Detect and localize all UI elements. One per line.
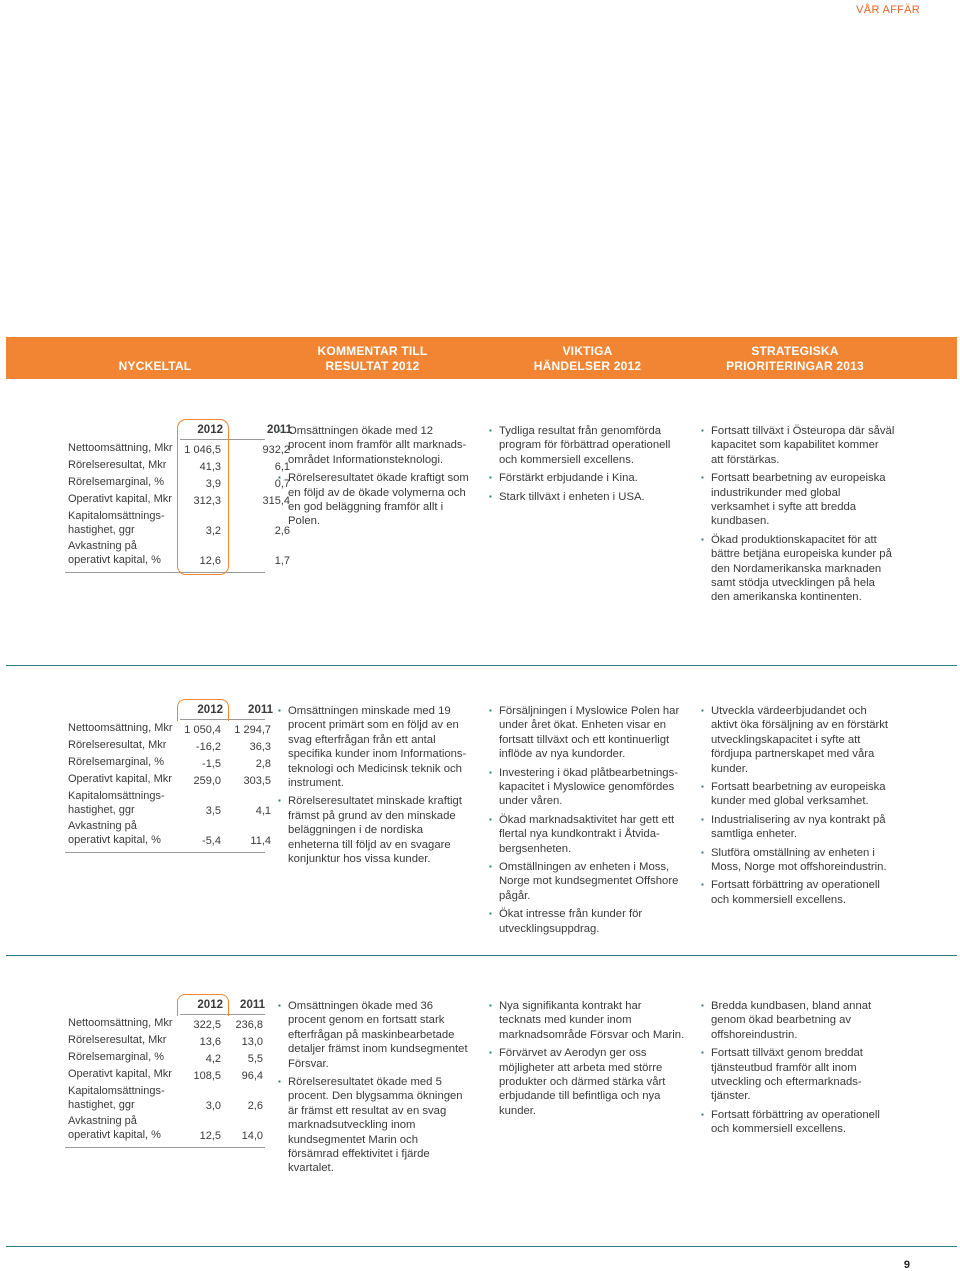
bullet-text-line: utveckling och eftermarknads- — [711, 1076, 862, 1089]
key-figure-label: Kapitalomsättnings- — [68, 790, 165, 802]
value-2012: 3,9 — [205, 477, 221, 490]
bullet-text-line: ▪ Rörelseresultatet ökade med 5 — [288, 1076, 442, 1089]
comment-list — [278, 704, 466, 870]
bullet-text-line: program för förbättrad operationell — [499, 439, 671, 452]
key-figure-label: Operativt kapital, Mkr — [68, 773, 172, 785]
section-separator — [6, 1246, 957, 1247]
value-2012: 4,2 — [205, 1052, 221, 1065]
event-item — [489, 1046, 684, 1118]
bullet-text-line: procent inom framför allt marknads- — [288, 439, 467, 452]
table-bottom-rule — [65, 1147, 265, 1148]
key-figure-row — [65, 721, 271, 738]
bullet-text-line: ▪ Fortsatt förbättring av operationell — [711, 879, 880, 892]
bullet-text-line: Moss, Norge mot offshoreindustrin. — [711, 861, 887, 874]
bullet-text-line: instrument. — [288, 777, 344, 790]
bullet-text-line: ▪ Rörelseresultatet minskade kraftigt — [288, 795, 462, 808]
bullet-text-line: den Nordamerikanska marknaden — [711, 562, 882, 575]
bullet-text-line: ▪ Omsättningen minskade med 19 — [288, 705, 451, 717]
bullet-text-line: genom ökad bearbetning av — [711, 1014, 852, 1027]
bullet-text-line: och kommersiell excellens. — [499, 453, 634, 466]
value-2012: 13,6 — [199, 1035, 221, 1048]
bullet-text-line: erbjudande till befintliga och nya — [499, 1090, 661, 1103]
comment-item — [278, 424, 469, 467]
priority-item — [701, 813, 888, 842]
priorities-list — [701, 424, 894, 609]
bullet-text-line: verksamhet i syfte att bredda — [711, 501, 857, 514]
year-header-2012: 2012 — [197, 704, 223, 716]
bullet-text-line: procent primärt som en följd av en — [288, 719, 459, 732]
value-2011: 6,1 — [274, 460, 290, 473]
priority-item — [701, 1046, 880, 1104]
bullet-text-line: under våren. — [499, 795, 563, 808]
key-figure-row — [65, 819, 271, 849]
priority-item — [701, 1108, 880, 1137]
value-2011: 36,3 — [249, 740, 271, 753]
bullet-text-line: detaljer främst inom kundsegmentet — [288, 1043, 468, 1056]
value-2011: 5,5 — [247, 1052, 263, 1065]
priority-item — [701, 424, 894, 467]
table-bottom-rule — [65, 572, 265, 573]
bullet-text-line: ▪ Fortsatt bearbetning av europeiska — [711, 472, 886, 485]
bullet-text-line: under året ökat. Enheten visar en — [499, 719, 667, 732]
bullet-text-line: kunder med global verksamhet. — [711, 795, 869, 808]
bullet-text-line: den amerikanska kontinenten. — [711, 591, 862, 604]
comment-item — [278, 999, 468, 1071]
bullet-text-line: efterfrågan på maskinbearbetade — [288, 1028, 455, 1041]
bullet-text-line: marknadsutveckling inom — [288, 1119, 416, 1132]
bullet-text-line: procent. Den blygsamma ökningen — [288, 1090, 463, 1103]
event-item — [489, 813, 679, 856]
value-2012: 312,3 — [193, 494, 221, 507]
bullet-text-line: bergsenheten. — [499, 842, 572, 855]
value-2011: 1,7 — [274, 554, 290, 567]
priority-item — [701, 878, 888, 907]
priority-item — [701, 533, 894, 605]
events-list — [489, 424, 670, 508]
year-header-row — [65, 423, 292, 439]
bullet-text-line: ▪ Industrialisering av nya kontrakt på — [711, 813, 886, 826]
key-figure-label: Kapitalomsättnings- — [68, 510, 165, 522]
key-figure-label: Rörelseresultat, Mkr — [68, 459, 167, 471]
value-2012: 322,5 — [193, 1018, 221, 1031]
bullet-text-line: ▪ Tydliga resultat från genomförda — [499, 425, 662, 437]
bullet-text-line: marknadsområde Försvar och Marin. — [499, 1028, 685, 1041]
bullet-text-line: aktivt öka försäljning av en förstärkt — [711, 719, 889, 732]
header-viktiga: VIKTIGA HÄNDELSER 2012 — [533, 344, 642, 373]
key-figures-table — [65, 998, 265, 1144]
bullet-text-line: kundbasen. — [711, 515, 770, 528]
bullet-text-line: ▪ Ökad produktionskapacitet för att — [711, 533, 877, 546]
year-header-2011: 2011 — [267, 424, 292, 436]
value-2012: 3,2 — [205, 524, 221, 537]
key-figure-row — [65, 1050, 265, 1067]
bullet-text-line: främst på grund av den minskade — [288, 809, 456, 822]
value-2011: 1 294,7 — [234, 723, 271, 736]
bullet-text-line: samtliga enheter. — [711, 828, 798, 841]
key-figures-table — [65, 423, 292, 569]
events-list — [489, 999, 684, 1122]
priority-item — [701, 999, 880, 1042]
bullet-text-line: fördjupa partnerskapet med våra — [711, 748, 875, 761]
bullet-text-line: tecknats med kunder inom — [499, 1014, 632, 1027]
key-figure-row — [65, 1067, 265, 1084]
key-figure-row — [65, 1016, 265, 1033]
bullet-text-line: ▪ Rörelseresultatet ökade kraftigt som — [288, 472, 469, 485]
key-figure-row — [65, 738, 271, 755]
bullet-text-line: ▪ Ökat intresse från kunder för — [499, 908, 643, 921]
bullet-text-line: utvecklingskapacitet i syfte att — [711, 733, 861, 746]
bullet-text-line: konjunktur hos vissa kunder. — [288, 853, 431, 866]
bullet-text-line: Polen. — [288, 515, 321, 528]
bullet-text-line: möjligheter att arbeta med större — [499, 1061, 663, 1074]
value-2012: 41,3 — [199, 460, 221, 473]
event-item — [489, 490, 670, 504]
key-figure-label: Operativt kapital, Mkr — [68, 493, 172, 505]
key-figure-label: operativt kapital, % — [68, 1129, 161, 1142]
bullet-text-line: är främst ett resultat av en svag — [288, 1104, 447, 1117]
value-2012: 108,5 — [193, 1069, 221, 1082]
header-kommentar: KOMMENTAR TILL RESULTAT 2012 — [317, 344, 428, 373]
bullet-text-line: tjänster. — [711, 1090, 751, 1103]
bullet-text-line: inflöde av nya kundorder. — [499, 748, 626, 761]
value-2011: 14,0 — [241, 1129, 263, 1142]
value-2011: 0,7 — [274, 477, 290, 490]
bullet-text-line: specifika kunder inom Informations- — [288, 748, 467, 761]
year-header-row — [65, 703, 273, 719]
value-2012: -16,2 — [195, 740, 221, 753]
key-figure-row — [65, 772, 271, 789]
bullet-text-line: samt stödja utvecklingen på hela — [711, 577, 875, 590]
value-2011: 13,0 — [241, 1035, 263, 1048]
key-figure-row — [65, 475, 290, 492]
key-figure-label: Kapitalomsättnings- — [68, 1085, 165, 1097]
section-separator — [6, 955, 957, 956]
value-2012: -1,5 — [202, 757, 221, 770]
events-list — [489, 704, 679, 940]
key-figure-label: hastighet, ggr — [68, 524, 135, 537]
bullet-text-line: pågår. — [499, 889, 531, 902]
bullet-text-line: kvartalet. — [288, 1162, 334, 1175]
comment-list — [278, 999, 468, 1180]
value-2012: 1 050,4 — [184, 723, 221, 736]
bullet-text-line: ▪ Fortsatt förbättring av operationell — [711, 1108, 880, 1121]
priority-item — [701, 780, 888, 809]
bullet-text-line: ▪ Investering i ökad plåtbearbetnings- — [499, 766, 678, 779]
priority-item — [701, 471, 894, 529]
bullet-text-line: ▪ Förstärkt erbjudande i Kina. — [499, 472, 638, 485]
key-figure-label: hastighet, ggr — [68, 804, 135, 817]
key-figure-label: Rörelseresultat, Mkr — [68, 739, 167, 751]
bullet-text-line: kapacitet som kapabilitet kommer — [711, 439, 879, 452]
bullet-text-line: utvecklingsuppdrag. — [499, 922, 600, 935]
bullet-text-line: kunder. — [711, 762, 749, 775]
bullet-text-line: ▪ Bredda kundbasen, bland annat — [711, 1000, 872, 1012]
key-figure-label: operativt kapital, % — [68, 554, 161, 567]
bullet-text-line: beläggningen i de nordiska — [288, 824, 424, 837]
event-item — [489, 907, 679, 936]
bullet-text-line: försämrad effektivitet i fjärde — [288, 1148, 430, 1161]
value-2012: 3,0 — [205, 1099, 221, 1112]
year-header-2012: 2012 — [197, 999, 223, 1011]
key-figure-row — [65, 539, 290, 569]
value-2011: 303,5 — [243, 774, 271, 787]
key-figure-label: Nettoomsättning, Mkr — [68, 442, 173, 454]
highlight-2012-column — [177, 699, 229, 721]
key-figure-label: operativt kapital, % — [68, 834, 161, 847]
value-2011: 2,6 — [274, 524, 290, 537]
table-bottom-rule — [65, 852, 265, 853]
highlight-2012-column — [177, 419, 229, 575]
key-figure-row — [65, 458, 290, 475]
value-2011: 2,8 — [255, 757, 271, 770]
bullet-text-line: teknologi och Medicinsk teknik och — [288, 762, 462, 775]
bullet-text-line: svag efterfrågan från ett antal — [288, 733, 436, 746]
bullet-text-line: procent genom en fortsatt stark — [288, 1014, 445, 1027]
key-figure-row — [65, 509, 290, 539]
priorities-list — [701, 999, 880, 1141]
key-figure-label: Rörelsemarginal, % — [68, 1051, 164, 1063]
bullet-text-line: Försvar. — [288, 1057, 329, 1070]
highlight-2012-column — [177, 994, 229, 1016]
value-2011: 11,4 — [250, 834, 271, 847]
key-figure-row — [65, 492, 290, 509]
value-2012: 12,6 — [199, 554, 221, 567]
key-figure-row — [65, 1084, 265, 1114]
bullet-text-line: ▪ Fortsatt bearbetning av europeiska — [711, 781, 886, 794]
value-2012: 259,0 — [193, 774, 221, 787]
comment-item — [278, 794, 466, 866]
key-figure-row — [65, 1114, 265, 1144]
bullet-text-line: ▪ Försäljningen i Myslowice Polen har — [499, 705, 680, 717]
value-2011: 4,1 — [255, 804, 271, 817]
value-2012: 3,5 — [205, 804, 221, 817]
bullet-text-line: ▪ Nya signifikanta kontrakt har — [499, 1000, 642, 1012]
event-item — [489, 424, 670, 467]
event-item — [489, 766, 679, 809]
bullet-text-line: att förstärkas. — [711, 453, 780, 466]
key-figure-label: Rörelsemarginal, % — [68, 756, 164, 768]
bullet-text-line: ▪ Slutföra omställning av enheten i — [711, 846, 875, 859]
bullet-text-line: ▪ Omsättningen ökade med 36 — [288, 1000, 434, 1012]
value-2011: 2,6 — [247, 1099, 263, 1112]
key-figure-label: Nettoomsättning, Mkr — [68, 722, 173, 734]
key-figure-label: Operativt kapital, Mkr — [68, 1068, 172, 1080]
comment-item — [278, 471, 469, 529]
comment-item — [278, 704, 466, 790]
value-2011: 315,4 — [262, 494, 290, 507]
key-figure-row — [65, 441, 290, 458]
value-2012: 1 046,5 — [184, 443, 221, 456]
header-strategiska: STRATEGISKA PRIORITERINGAR 2013 — [726, 344, 864, 373]
bullet-text-line: kundsegmentet Marin och — [288, 1133, 418, 1146]
bullet-text-line: ▪ Förvärvet av Aerodyn ger oss — [499, 1047, 647, 1060]
event-item — [489, 999, 684, 1042]
value-2011: 236,8 — [235, 1018, 263, 1031]
bullet-text-line: ▪ Omsättningen ökade med 12 — [288, 425, 434, 437]
priority-item — [701, 846, 888, 875]
key-figure-label: hastighet, ggr — [68, 1099, 135, 1112]
value-2012: -5,4 — [202, 834, 221, 847]
priority-item — [701, 704, 888, 776]
bullet-text-line: Norge mot kundsegmentet Offshore — [499, 875, 679, 888]
year-header-2012: 2012 — [197, 424, 223, 436]
event-item — [489, 471, 670, 485]
value-2012: 12,5 — [199, 1129, 221, 1142]
bullet-text-line: ▪ Omställningen av enheten i Moss, — [499, 861, 670, 874]
bullet-text-line: bättre betjäna europeiska kunder på — [711, 548, 892, 561]
bullet-text-line: en följd av de ökade volymerna och — [288, 486, 466, 499]
bullet-text-line: kapacitet i Myslowice genomfördes — [499, 781, 675, 794]
bullet-text-line: flertal nya kundkontrakt i Åtvida- — [499, 828, 660, 841]
bullet-text-line: ▪ Fortsatt tillväxt genom breddat — [711, 1047, 863, 1060]
bullet-text-line: en god beläggning framför allt i — [288, 501, 444, 514]
section-label: VÅR AFFÄR — [856, 4, 920, 16]
event-item — [489, 860, 679, 903]
key-figure-label: Avkastning på — [68, 1115, 137, 1127]
key-figure-label: Nettoomsättning, Mkr — [68, 1017, 173, 1029]
bullet-text-line: och kommersiell excellens. — [711, 893, 846, 906]
bullet-text-line: området Informationsteknologi. — [288, 453, 444, 466]
key-figure-row — [65, 789, 271, 819]
year-header-2011: 2011 — [248, 704, 273, 716]
key-figures-table — [65, 703, 273, 849]
page-number: 9 — [903, 1259, 910, 1271]
value-2011: 96,4 — [241, 1069, 263, 1082]
bullet-text-line: och kommersiell excellens. — [711, 1123, 846, 1136]
key-figure-label: Avkastning på — [68, 540, 137, 552]
key-figure-row — [65, 755, 271, 772]
bullet-text-line: ▪ Fortsatt tillväxt i Östeuropa där såväl — [711, 425, 895, 437]
bullet-text-line: kunder. — [499, 1104, 537, 1117]
bullet-text-line: ▪ Utveckla värdeerbjudandet och — [711, 705, 867, 717]
key-figure-label: Rörelsemarginal, % — [68, 476, 164, 488]
bullet-text-line: industrikunder med global — [711, 486, 841, 499]
comment-list — [278, 424, 469, 533]
section-separator — [6, 665, 957, 666]
year-header-row — [65, 998, 265, 1014]
bullet-text-line: produkter och därmed stärka vårt — [499, 1076, 666, 1089]
bullet-text-line: tjänsteutbud framför allt inom — [711, 1061, 857, 1074]
key-figure-label: Rörelseresultat, Mkr — [68, 1034, 167, 1046]
header-nyckeltal: NYCKELTAL — [118, 359, 192, 373]
bullet-text-line: offshoreindustrin. — [711, 1028, 798, 1041]
value-2011: 932,2 — [262, 443, 290, 456]
priorities-list — [701, 704, 888, 911]
comment-item — [278, 1075, 468, 1176]
bullet-text-line: fortsatt tillväxt och ett kontinuerligt — [499, 733, 670, 746]
event-item — [489, 704, 679, 762]
key-figure-label: Avkastning på — [68, 820, 137, 832]
bullet-text-line: ▪ Stark tillväxt i enheten i USA. — [499, 490, 645, 503]
key-figure-row — [65, 1033, 265, 1050]
year-header-2011: 2011 — [240, 999, 265, 1011]
bullet-text-line: ▪ Ökad marknadsaktivitet har gett ett — [499, 813, 675, 826]
bullet-text-line: enheterna till följd av en svagare — [288, 838, 451, 851]
